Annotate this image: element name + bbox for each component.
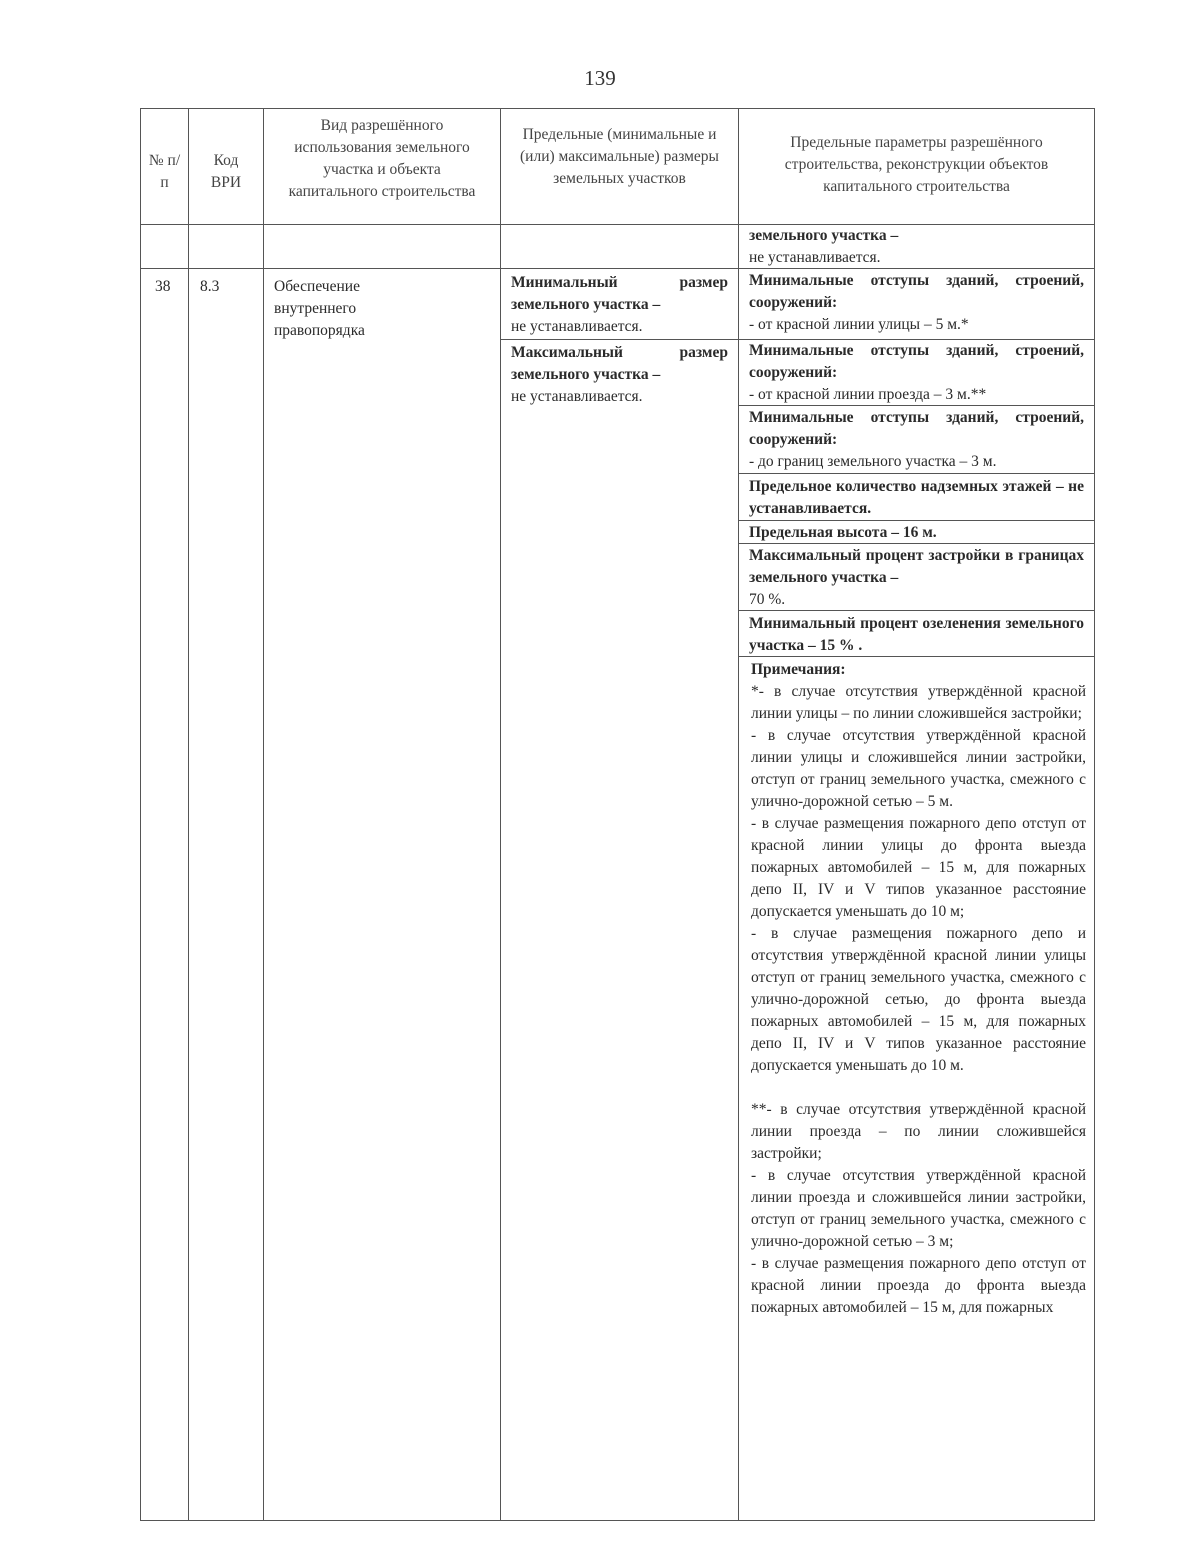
- note-2-3: - в случае размещения пожарного депо отступ от красной линии проезда до фронта выезда пожарных автомобилей – 15 м, для пожарных: [751, 1255, 1086, 1316]
- header-num-text: № п/п: [148, 152, 181, 191]
- page-number: 139: [584, 66, 616, 90]
- header-code: [189, 150, 263, 194]
- continuation-cell: [739, 225, 1094, 269]
- size-max-value: не устанавливается.: [511, 388, 643, 405]
- note-1-2: - в случае отсутствия утверждённой красной линии улицы и сложившейся линии застройки, отступ от границ земельного участка, смежного с улично-дорожной сетью – 5 м.: [751, 727, 1086, 810]
- header-code-text: Код ВРИ: [210, 152, 242, 191]
- param-height: [739, 522, 1094, 544]
- size-max-label: Максимальный размер земельного участка –: [511, 344, 728, 383]
- header-vid-text: Вид разрешённого использования земельного участка и объекта капитального строительства: [288, 117, 476, 200]
- param-coverage-value: 70 %.: [749, 591, 786, 608]
- size-min-value: не устанавливается.: [511, 318, 643, 335]
- size-max: [501, 342, 738, 408]
- param-coverage-label: Максимальный процент застройки в границах земельного участка –: [749, 547, 1084, 586]
- continuation-bold: земельного участка –: [749, 227, 899, 244]
- row-num-text: 38: [155, 278, 171, 295]
- note-2-2: - в случае отсутствия утверждённой красной линии проезда и сложившейся линии застройки, отступ от границ земельного участка, смежного с улично-дорожной сетью – 3 м;: [751, 1167, 1086, 1250]
- param-setback-passage-value: - от красной линии проезда – 3 м.**: [749, 386, 987, 403]
- row-code: [189, 276, 263, 298]
- header-params: [739, 132, 1094, 198]
- size-min-label: Минимальный размер земельного участка –: [511, 274, 728, 313]
- param-floors-label: Предельное количество надземных этажей – не устанавливается.: [749, 478, 1084, 517]
- notes-cell: [739, 659, 1094, 1319]
- header-vid: [264, 115, 500, 203]
- table-border-top: [140, 108, 1095, 109]
- param-setback-boundary: [739, 407, 1094, 473]
- param-setback-boundary-label: Минимальные отступы зданий, строений, сооружений:: [749, 409, 1084, 448]
- params-separator-4: [738, 520, 1095, 521]
- param-setback-boundary-value: - до границ земельного участка – 3 м.: [749, 453, 997, 470]
- param-coverage: [739, 545, 1094, 611]
- note-1-1: *- в случае отсутствия утверждённой красной линии улицы – по линии сложившейся застройки;: [751, 683, 1086, 722]
- param-greening-label: Минимальный процент озеленения земельного участка – 15 % .: [749, 615, 1084, 654]
- size-min: [501, 272, 738, 338]
- header-sizes: [501, 124, 738, 190]
- notes-title: Примечания:: [751, 661, 846, 678]
- row-code-text: 8.3: [200, 278, 220, 295]
- header-sizes-text: Предельные (минимальные и (или) максимальные) размеры земельных участков: [520, 126, 719, 187]
- row-vid: [264, 276, 500, 342]
- sizes-separator: [500, 339, 738, 340]
- continuation-text: не устанавливается.: [749, 249, 881, 266]
- param-setback-street-label: Минимальные отступы зданий, строений, сооружений:: [749, 272, 1084, 311]
- note-1-3: - в случае размещения пожарного депо отступ от красной линии улицы до фронта выезда пожарных автомобилей – 15 м, для пожарных депо II, IV и V типов указанное расстояние допускается уменьшать до 10 м;: [751, 815, 1086, 920]
- params-separator-3: [738, 473, 1095, 474]
- param-setback-passage-label: Минимальные отступы зданий, строений, сооружений:: [749, 342, 1084, 381]
- row-num: [141, 276, 188, 298]
- param-setback-street-value: - от красной линии улицы – 5 м.*: [749, 316, 969, 333]
- param-height-label: Предельная высота – 16 м.: [749, 524, 937, 541]
- param-floors: [739, 476, 1094, 520]
- table-border-left: [140, 108, 141, 1521]
- row-vid-text: Обеспечение внутреннего правопорядка: [274, 278, 365, 339]
- table-border-bottom: [140, 1520, 1095, 1521]
- note-2-1: **- в случае отсутствия утверждённой красной линии проезда – по линии сложившейся застройки;: [751, 1101, 1086, 1162]
- param-setback-passage: [739, 340, 1094, 406]
- param-greening: [739, 613, 1094, 657]
- header-params-text: Предельные параметры разрешённого строительства, реконструкции объектов капитального строительства: [784, 134, 1049, 195]
- col-line-1: [188, 108, 189, 1521]
- param-setback-street: [739, 270, 1094, 336]
- header-num: [141, 150, 188, 194]
- table-border-right: [1094, 108, 1095, 1521]
- note-1-4: - в случае размещения пожарного депо и отсутствия утверждённой красной линии улицы отступ от границ земельного участка, смежного с улично-дорожной сетью, до фронта выезда пожарных автомобилей – 15 м, для пожарных депо II, IV и V типов указанное расстояние допускается уменьшать до 10 м.: [751, 925, 1086, 1074]
